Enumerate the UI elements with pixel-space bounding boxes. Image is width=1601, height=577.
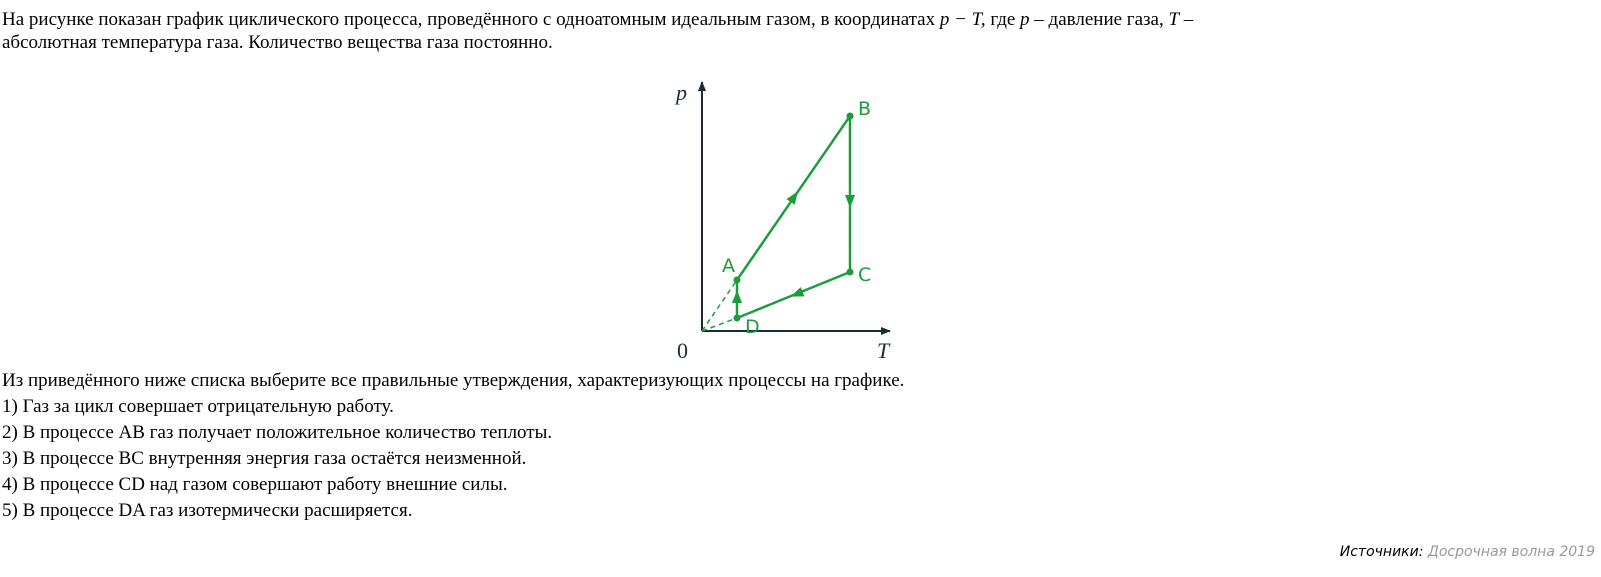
label-B: B: [858, 98, 872, 120]
dashed-line-OA: [702, 280, 737, 331]
label-A: A: [722, 255, 735, 277]
arrow-CD-icon: [789, 287, 805, 301]
origin-label: 0: [677, 338, 688, 363]
math-T: T: [1168, 9, 1180, 30]
axis-label-p: p: [676, 80, 687, 105]
source-link[interactable]: Досрочная волна 2019: [1427, 544, 1595, 560]
intro-text: На рисунке показан график циклического процесса, проведённого с одноатомным идеальным газом, в координатах: [2, 9, 940, 30]
dashed-line-OD: [702, 318, 737, 331]
math-pT: p − T,: [939, 9, 986, 30]
intro-text: –: [1179, 9, 1194, 30]
option-5: 5) В процессе DA газ изотермически расширяется.: [2, 500, 413, 521]
question-text: Из приведённого ниже списка выберите все правильные утверждения, характеризующих процессы на графике.: [2, 370, 905, 391]
label-D: D: [745, 316, 760, 338]
arrow-DA-icon: [732, 290, 742, 303]
source-label: Источники:: [1339, 544, 1424, 560]
intro-line-2: абсолютная температура газа. Количество вещества газа постоянно.: [2, 32, 553, 53]
intro-text: – давление газа,: [1029, 9, 1169, 30]
arrow-BC-icon: [845, 195, 855, 208]
point-A: [734, 277, 741, 284]
option-4: 4) В процессе CD над газом совершают работу внешние силы.: [2, 474, 508, 495]
point-C: [847, 269, 854, 276]
option-2: 2) В процессе AB газ получает положительное количество теплоты.: [2, 422, 553, 443]
source: [1340, 544, 1595, 560]
point-B: [847, 113, 854, 120]
option-1: 1) Газ за цикл совершает отрицательную работу.: [2, 396, 394, 417]
axis-label-T: T: [877, 338, 890, 363]
intro-text: где: [985, 9, 1021, 30]
point-D: [734, 315, 741, 322]
option-3: 3) В процессе BC внутренняя энергия газа остаётся неизменной.: [2, 448, 527, 469]
label-C: C: [858, 264, 872, 286]
math-p: p: [1020, 9, 1030, 30]
